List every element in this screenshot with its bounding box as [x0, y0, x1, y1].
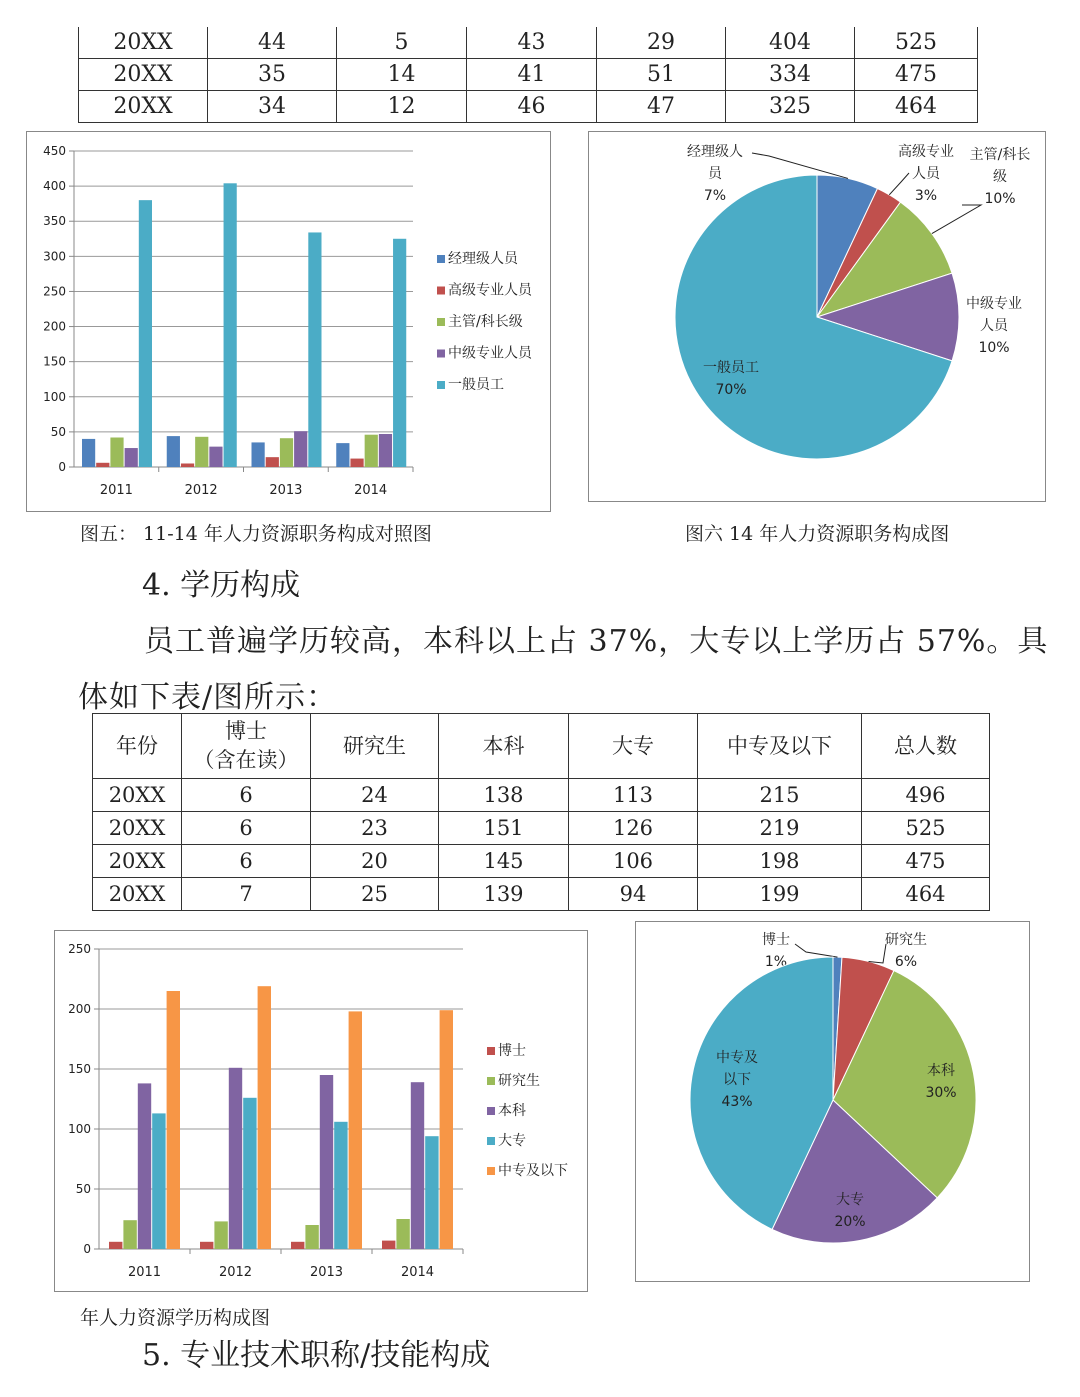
section5-heading: 5. 专业技术职称/技能构成: [142, 1338, 491, 1373]
y-tick-label: 250: [68, 942, 91, 956]
bar: [291, 1242, 304, 1249]
bar: [280, 438, 293, 467]
x-tick-label: 2012: [184, 483, 218, 498]
caption-fig6: 图六 14 年人力资源职务构成图: [685, 523, 950, 545]
bar: [167, 436, 180, 467]
bar: [138, 1083, 151, 1249]
table-cell: 404: [726, 27, 855, 59]
bar: [266, 457, 279, 467]
table-cell: 51: [597, 59, 726, 91]
bar: [308, 232, 321, 467]
legend-label: 一般员工: [448, 377, 504, 393]
legend-swatch: [487, 1047, 495, 1055]
table-cell: 525: [862, 812, 990, 845]
legend-swatch: [437, 287, 445, 295]
bar: [305, 1225, 318, 1249]
table-cell: 25: [311, 878, 439, 911]
y-tick-label: 250: [43, 284, 66, 299]
chart-position-pie: [589, 132, 1044, 500]
bar: [440, 1010, 453, 1249]
y-tick-label: 50: [50, 424, 66, 439]
table-cell: 145: [439, 845, 569, 878]
table-cell: 43: [467, 27, 597, 59]
section4-heading: 4. 学历构成: [142, 568, 301, 603]
bar: [393, 239, 406, 467]
table-cell: 29: [597, 27, 726, 59]
y-tick-label: 0: [83, 1242, 91, 1256]
y-tick-label: 350: [43, 214, 66, 229]
table-cell: 475: [862, 845, 990, 878]
legend-swatch: [437, 350, 445, 358]
header-doctor-line2: （含在读）: [193, 748, 299, 772]
caption-fig5: 图五： 11-14 年人力资源职务构成对照图: [80, 523, 432, 545]
header-doctor-line1: 博士: [225, 719, 267, 743]
x-tick-label: 2013: [269, 483, 303, 498]
bar: [243, 1098, 256, 1249]
bar: [209, 447, 222, 467]
leader-line: [795, 944, 837, 957]
bar: [195, 437, 208, 467]
bar: [258, 986, 271, 1249]
table-cell: 6: [182, 779, 311, 812]
header-secondary: 中专及以下: [698, 714, 862, 779]
table-cell: 126: [569, 812, 698, 845]
header-year: 年份: [93, 714, 182, 779]
x-tick-label: 2013: [309, 1265, 344, 1280]
pie-pct: 43%: [721, 1094, 753, 1110]
legend-label: 主管/科长级: [448, 314, 523, 330]
chart-position-pie-frame: [588, 131, 1046, 502]
pie-pct: 10%: [978, 340, 1010, 356]
bar: [110, 438, 123, 467]
table-cell: 20XX: [93, 779, 182, 812]
table-cell: 12: [337, 91, 467, 123]
table-cell: 41: [467, 59, 597, 91]
pie-pct: 7%: [703, 188, 727, 204]
header-doctor: [182, 714, 311, 779]
section4-para-line2: 体如下表/图所示：: [78, 680, 338, 715]
table-cell: 14: [337, 59, 467, 91]
table-cell: 496: [862, 779, 990, 812]
table-cell: 24: [311, 779, 439, 812]
chart-education-bar: [55, 931, 586, 1290]
table-cell: 20XX: [79, 59, 208, 91]
chart-education-pie-frame: [635, 921, 1030, 1282]
bar: [139, 200, 152, 467]
bar: [82, 439, 95, 467]
legend-swatch: [437, 255, 445, 263]
bar: [349, 1011, 362, 1249]
table-cell: 46: [467, 91, 597, 123]
pie-label: 主管/科长: [969, 147, 1031, 163]
table-cell: 475: [855, 59, 978, 91]
bar: [252, 442, 265, 467]
pie-pct: 30%: [925, 1085, 957, 1101]
table-cell: 139: [439, 878, 569, 911]
bar: [96, 463, 109, 467]
pie-label: 级: [993, 169, 1007, 185]
bar: [379, 434, 392, 467]
pie-label: 研究生: [885, 932, 927, 948]
chart-position-bar-frame: [26, 131, 551, 512]
y-tick-label: 200: [68, 1002, 91, 1016]
chart-education-bar-frame: [54, 930, 588, 1292]
table-cell: 325: [726, 91, 855, 123]
table-cell: 20XX: [79, 27, 208, 59]
bar: [200, 1242, 213, 1249]
table-cell: 20XX: [93, 845, 182, 878]
bar: [294, 431, 307, 467]
table-row: [93, 845, 990, 878]
education-table: [92, 713, 990, 911]
legend-label: 中专及以下: [498, 1163, 568, 1179]
table-cell: 6: [182, 845, 311, 878]
header-total: 总人数: [862, 714, 990, 779]
pie-label: 人员: [912, 166, 940, 182]
legend-label: 大专: [498, 1133, 526, 1149]
legend-swatch: [487, 1167, 495, 1175]
pie-label: 中级专业: [966, 296, 1022, 312]
header-graduate: 研究生: [311, 714, 439, 779]
table-cell: 525: [855, 27, 978, 59]
table-cell: 47: [597, 91, 726, 123]
bar: [320, 1075, 333, 1249]
pie-label: 高级专业: [898, 144, 954, 160]
pie-label: 经理级人: [687, 144, 743, 160]
y-tick-label: 150: [68, 1062, 91, 1076]
bar: [350, 459, 363, 467]
y-tick-label: 300: [43, 249, 66, 264]
table-cell: 334: [726, 59, 855, 91]
pie-label: 人员: [980, 318, 1008, 334]
table-cell: 464: [862, 878, 990, 911]
pie-label: 本科: [927, 1063, 955, 1079]
staff-table-top: [78, 27, 978, 123]
pie-pct: 20%: [834, 1214, 866, 1230]
table-cell: 151: [439, 812, 569, 845]
pie-label: 一般员工: [703, 360, 759, 376]
legend-label: 本科: [498, 1103, 526, 1119]
chart-position-bar: [27, 132, 549, 510]
bar: [365, 435, 378, 467]
bar: [123, 1220, 136, 1249]
legend-label: 高级专业人员: [448, 282, 532, 299]
x-tick-label: 2014: [354, 483, 388, 498]
bar: [334, 1122, 347, 1249]
section4-para-line1: 员工普遍学历较高，本科以上占 37%，大专以上学历占 57%。具: [144, 624, 1049, 659]
pie-label: 大专: [836, 1192, 864, 1208]
table-cell: 113: [569, 779, 698, 812]
header-bachelor: 本科: [439, 714, 569, 779]
bar: [411, 1082, 424, 1249]
table-cell: 219: [698, 812, 862, 845]
bar: [152, 1113, 165, 1249]
bar: [125, 448, 138, 467]
bar: [396, 1219, 409, 1249]
table-row: [93, 812, 990, 845]
education-table-header: [93, 714, 990, 779]
legend-swatch: [487, 1107, 495, 1115]
table-cell: 215: [698, 779, 862, 812]
table-cell: 20XX: [79, 91, 208, 123]
y-tick-label: 100: [68, 1122, 91, 1136]
x-tick-label: 2011: [127, 1265, 162, 1280]
pie-pct: 6%: [894, 954, 918, 970]
bar: [181, 463, 194, 467]
bar: [214, 1221, 227, 1249]
table-row: [93, 779, 990, 812]
pie-label: 博士: [762, 932, 790, 948]
caption-education: 年人力资源学历构成图: [80, 1307, 271, 1329]
y-tick-label: 400: [43, 179, 66, 194]
leader-line: [752, 153, 848, 178]
header-college: 大专: [569, 714, 698, 779]
y-tick-label: 450: [43, 144, 66, 158]
bar: [229, 1068, 242, 1249]
pie-pct: 70%: [715, 382, 747, 398]
y-tick-label: 150: [43, 354, 66, 369]
table-row: [79, 91, 978, 123]
table-cell: 20XX: [93, 878, 182, 911]
table-row: [93, 878, 990, 911]
leader-line: [869, 944, 886, 963]
legend-swatch: [437, 381, 445, 389]
table-cell: 5: [337, 27, 467, 59]
table-row: [79, 27, 978, 59]
y-tick-label: 50: [75, 1182, 91, 1196]
bar: [382, 1241, 395, 1249]
legend-swatch: [487, 1137, 495, 1145]
y-tick-label: 200: [43, 319, 66, 334]
table-cell: 138: [439, 779, 569, 812]
table-cell: 23: [311, 812, 439, 845]
legend-label: 中级专业人员: [448, 345, 532, 362]
table-cell: 20XX: [93, 812, 182, 845]
y-tick-label: 0: [58, 460, 66, 474]
table-cell: 106: [569, 845, 698, 878]
legend-swatch: [437, 318, 445, 326]
bar: [224, 183, 237, 467]
table-cell: 7: [182, 878, 311, 911]
y-tick-label: 100: [43, 389, 66, 404]
legend-label: 经理级人员: [448, 251, 518, 267]
leader-line: [889, 173, 909, 195]
table-cell: 199: [698, 878, 862, 911]
chart-education-pie: [636, 922, 1028, 1280]
bar: [109, 1242, 122, 1249]
table-cell: 35: [208, 59, 337, 91]
bar: [336, 443, 349, 467]
pie-pct: 3%: [914, 188, 938, 204]
legend-label: 博士: [498, 1043, 526, 1059]
pie-label: 以下: [723, 1072, 751, 1088]
legend-label: 研究生: [498, 1073, 540, 1089]
bar: [425, 1136, 438, 1249]
table-cell: 34: [208, 91, 337, 123]
table-cell: 94: [569, 878, 698, 911]
pie-label: 中专及: [716, 1050, 758, 1066]
x-tick-label: 2014: [400, 1265, 435, 1280]
leader-line: [932, 205, 981, 234]
table-cell: 44: [208, 27, 337, 59]
x-tick-label: 2011: [99, 483, 133, 498]
table-cell: 6: [182, 812, 311, 845]
table-row: [79, 59, 978, 91]
legend-swatch: [487, 1077, 495, 1085]
pie-pct: 1%: [764, 954, 788, 970]
table-cell: 20: [311, 845, 439, 878]
bar: [167, 991, 180, 1249]
pie-label: 员: [708, 166, 722, 182]
pie-pct: 10%: [984, 191, 1016, 207]
x-tick-label: 2012: [218, 1265, 253, 1280]
table-cell: 464: [855, 91, 978, 123]
table-cell: 198: [698, 845, 862, 878]
